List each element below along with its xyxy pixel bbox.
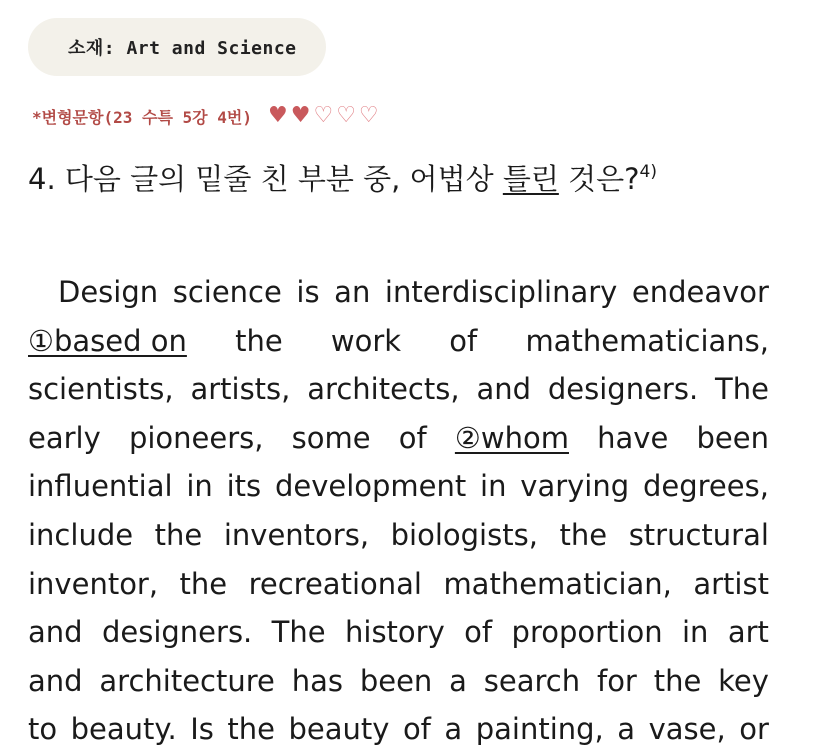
passage-word: the [235, 323, 283, 358]
passage-word: for [596, 663, 637, 698]
passage-word: recreational [248, 566, 422, 601]
passage-word: art [727, 615, 769, 650]
passage-word: architects, [307, 372, 460, 407]
passage-word: structural [628, 517, 769, 552]
passage-word: of [449, 323, 478, 358]
passage-word: and [28, 663, 83, 698]
passage-word: been [359, 663, 433, 698]
passage-word: the [227, 712, 275, 747]
passage-word: and [28, 615, 83, 650]
underlined-choice: ①based on [28, 323, 187, 358]
passage-word: mathematicians, [525, 323, 769, 358]
passage-line [28, 560, 769, 609]
passage-word: designers. [547, 372, 699, 407]
passage-line [28, 414, 769, 463]
passage-word: is [296, 275, 320, 309]
passage-line [28, 608, 769, 657]
heart-empty-icon: ♡ [313, 103, 334, 128]
passage-word: history [345, 615, 445, 650]
question-footnote: 4) [639, 162, 657, 182]
passage-word: degrees, [642, 469, 769, 504]
passage-word: a [617, 712, 636, 747]
passage-word: been [696, 420, 769, 455]
passage-word: artists, [190, 372, 291, 407]
passage-line [28, 657, 769, 706]
passage-word: pioneers, [128, 420, 264, 455]
passage-word: vase, [648, 712, 726, 747]
passage-word: The [271, 615, 326, 650]
question-underlined-word: 틀린 [502, 162, 559, 196]
passage-line [28, 462, 769, 511]
passage-word: and [476, 372, 531, 407]
passage-word: a [449, 663, 467, 698]
passage-line [28, 511, 769, 560]
passage-word: in [682, 615, 709, 650]
question-prompt [28, 157, 657, 198]
heart-empty-icon: ♡ [336, 103, 356, 128]
passage-word: the [653, 663, 702, 698]
passage-word: work [330, 323, 402, 358]
passage-word: mathematician, [443, 566, 672, 601]
passage-word: its [226, 469, 262, 504]
passage-word: The [715, 372, 769, 407]
passage-word: an [334, 275, 371, 309]
passage-word: to [28, 712, 58, 747]
passage-word: in [480, 469, 507, 504]
heart-empty-icon: ♡ [358, 103, 379, 128]
passage-word: inventors, [223, 517, 370, 552]
passage-word: beauty [288, 712, 390, 747]
passage-word: development [274, 469, 467, 504]
passage-word: has [291, 663, 343, 698]
passage-word: the [179, 566, 228, 601]
passage-word: include [28, 517, 134, 552]
passage-word: influential [28, 469, 173, 504]
passage-line [28, 268, 769, 317]
passage-line [28, 365, 769, 414]
question-prefix: 4. 다음 글의 밑줄 친 부분 중, 어법상 [28, 162, 503, 196]
passage-word: beauty. [70, 712, 177, 747]
passage-line [28, 705, 769, 754]
underlined-choice: ②whom [454, 420, 569, 455]
passage-word: a [444, 712, 463, 747]
passage-word: the [559, 517, 608, 552]
passage-text [28, 268, 769, 754]
passage-word: Design [58, 275, 159, 309]
passage-word: architecture [99, 663, 275, 698]
passage-word: the [154, 517, 203, 552]
passage-word: designers. [101, 615, 253, 650]
passage-word: painting, [475, 712, 604, 747]
passage-word: biologists, [390, 517, 538, 552]
passage-word: proportion [511, 615, 663, 650]
passage-word: inventor, [28, 566, 159, 601]
passage-word: of [402, 712, 431, 747]
passage-word: or [739, 712, 769, 747]
passage-word: search [483, 663, 581, 698]
passage-word: endeavor [631, 275, 769, 309]
passage-word: have [597, 420, 669, 455]
passage-word: interdisciplinary [384, 275, 618, 309]
passage-word: of [464, 615, 493, 650]
difficulty-rating [268, 105, 379, 127]
passage-word: in [186, 469, 213, 504]
passage-word: early [28, 420, 101, 455]
passage-word: science [172, 275, 282, 309]
passage-word: scientists, [28, 372, 174, 407]
heart-filled-icon: ♥ [267, 103, 288, 128]
passage-word: Is [190, 712, 214, 747]
topic-label [28, 18, 326, 76]
question-suffix: 것은? [558, 162, 640, 196]
source-line [32, 100, 379, 132]
passage-word: some [291, 420, 371, 455]
passage-word: key [718, 663, 769, 698]
passage-word: of [398, 420, 427, 455]
topic-text: 소재: Art and Science [68, 38, 297, 59]
heart-filled-icon: ♥ [290, 103, 311, 128]
source-label: *변형문항(23 수특 5강 4번) [32, 107, 252, 127]
passage-word: artist [693, 566, 769, 601]
passage-word: varying [520, 469, 630, 504]
passage-line [28, 317, 769, 366]
